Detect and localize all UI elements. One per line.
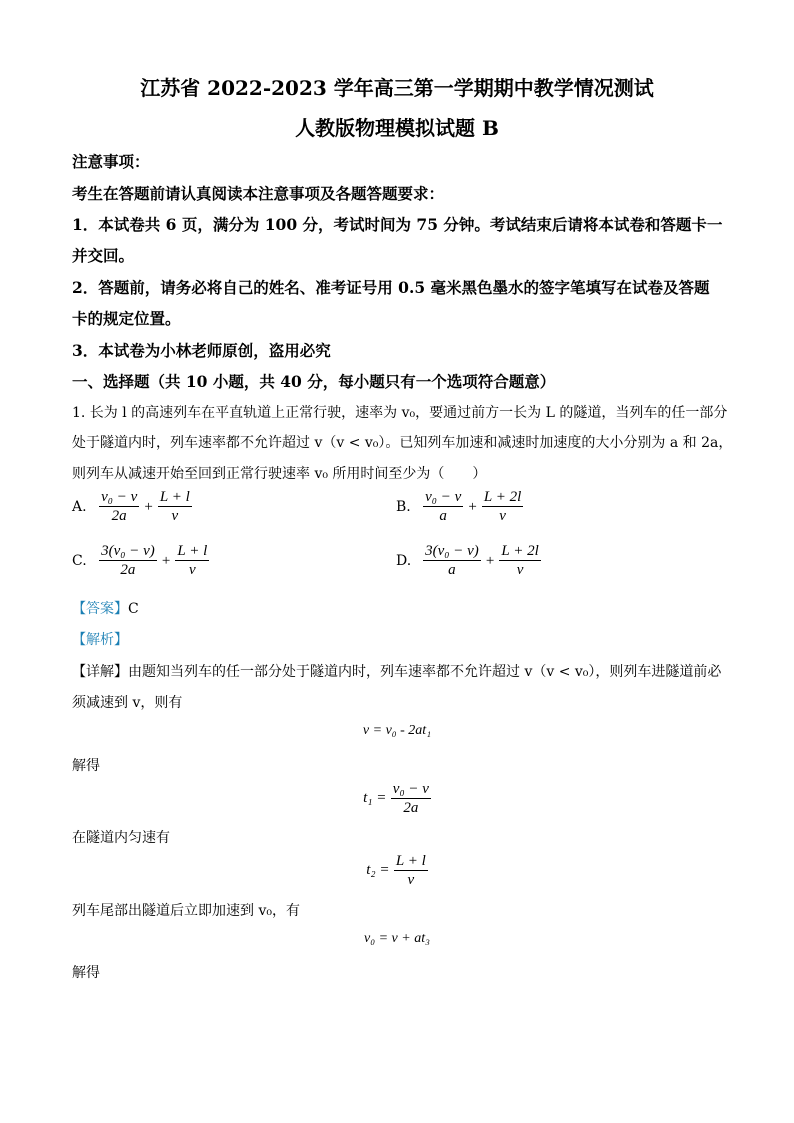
option-fraction-1: $\frac{\text{v₀ − v}}{a}$ bbox=[425, 489, 462, 524]
notes-intro: 考生在答题前请认真阅读本注意事项及各题答题要求： bbox=[72, 184, 445, 203]
equation-3 bbox=[0, 852, 794, 889]
notes-item-2-line-2: 卡的规定位置。 bbox=[72, 309, 181, 328]
option-label: C. bbox=[72, 552, 87, 569]
option-fraction-2: $\frac{L + 2l}{v}$ bbox=[483, 489, 522, 524]
notes-item-1-line-1: 1．本试卷共 6 页，满分为 100 分，考试时间为 75 分钟。考试结束后请将本试卷和答题卡一 bbox=[72, 215, 723, 234]
notes-item-3: 3．本试卷为小林老师原创，盗用必究 bbox=[72, 341, 331, 360]
equation-2-fraction: $\frac{\text{v₀ − v}}{2a}$ bbox=[392, 781, 429, 816]
option-label: A. bbox=[72, 498, 87, 515]
option-label: D. bbox=[396, 552, 412, 569]
exam-title-line2: 人教版物理模拟试题 B bbox=[295, 116, 499, 140]
option-operator: + bbox=[468, 499, 477, 515]
equation-3-lhs: t₂ = bbox=[366, 862, 390, 878]
option-fraction-2: $\frac{L + l}{v}$ bbox=[177, 543, 208, 578]
question-1-line-2: 处于隧道内时，列车速率都不允许超过 v（v < v₀）。已知列车加速和减速时加速度的大小分别为 a 和 2a， bbox=[72, 435, 733, 451]
solve-label-1: 解得 bbox=[72, 758, 100, 774]
option-operator: + bbox=[485, 553, 495, 569]
exit-text: 列车尾部出隧道后立即加速到 v₀，有 bbox=[72, 903, 300, 919]
section-heading: 一、选择题（共 10 小题，共 40 分，每小题只有一个选项符合题意） bbox=[72, 372, 556, 391]
tunnel-text: 在隧道内匀速有 bbox=[72, 830, 170, 846]
option-fraction-2: $\frac{L + 2l}{v}$ bbox=[501, 543, 539, 578]
notes-item-1-line-2: 并交回。 bbox=[72, 246, 135, 265]
question-1-line-3: 则列车从减速开始至回到正常行驶速率 v₀ 所用时间至少为（ ） bbox=[72, 466, 487, 482]
option-fraction-1: $\frac{\text{3(v₀ − v)}}{a}$ bbox=[425, 543, 479, 578]
option-operator: + bbox=[144, 499, 153, 515]
notes-item-2-line-1: 2．答题前，请务必将自己的姓名、准考证号用 0.5 毫米黑色墨水的签字笔填写在试卷及答题 bbox=[72, 278, 710, 297]
option-d[interactable] bbox=[396, 542, 541, 579]
answer-value: C bbox=[128, 601, 139, 617]
notes-heading: 注意事项： bbox=[72, 152, 150, 171]
equation-4: v₀ = v + at₃ bbox=[364, 931, 430, 946]
answer-line bbox=[72, 598, 139, 618]
option-c[interactable] bbox=[72, 542, 209, 579]
equation-2-lhs: t₁ = bbox=[363, 790, 387, 806]
equation-2 bbox=[0, 780, 794, 817]
option-fraction-2: $\frac{L + l}{v}$ bbox=[159, 489, 190, 524]
solve-label-2: 解得 bbox=[72, 965, 100, 981]
option-fraction-1: $\frac{\text{3(v₀ − v)}}{2a}$ bbox=[101, 543, 155, 578]
option-operator: + bbox=[161, 553, 171, 569]
answer-tag: 【答案】 bbox=[72, 601, 128, 617]
detail-line-1: 【详解】由题知当列车的任一部分处于隧道内时，列车速率都不允许超过 v（v < v₀），则列车进隧道前必 bbox=[72, 664, 722, 680]
detail-line-2: 须减速到 v，则有 bbox=[72, 695, 183, 711]
exam-title-line1: 江苏省 2022-2023 学年高三第一学期期中教学情况测试 bbox=[140, 76, 654, 100]
equation-3-fraction: $\frac{L + l}{v}$ bbox=[395, 853, 426, 888]
option-fraction-1: $\frac{\text{v₀ − v}}{2a}$ bbox=[101, 489, 138, 524]
option-label: B. bbox=[396, 498, 411, 515]
option-b[interactable] bbox=[396, 488, 523, 525]
option-a[interactable] bbox=[72, 488, 192, 525]
analysis-tag: 【解析】 bbox=[72, 632, 128, 648]
question-1-line-1: 1. 长为 l 的高速列车在平直轨道上正常行驶，速率为 v₀，要通过前方一长为 L 的隧道，当列车的任一部分 bbox=[72, 405, 728, 421]
equation-1: v = v₀ - 2at₁ bbox=[362, 723, 432, 738]
